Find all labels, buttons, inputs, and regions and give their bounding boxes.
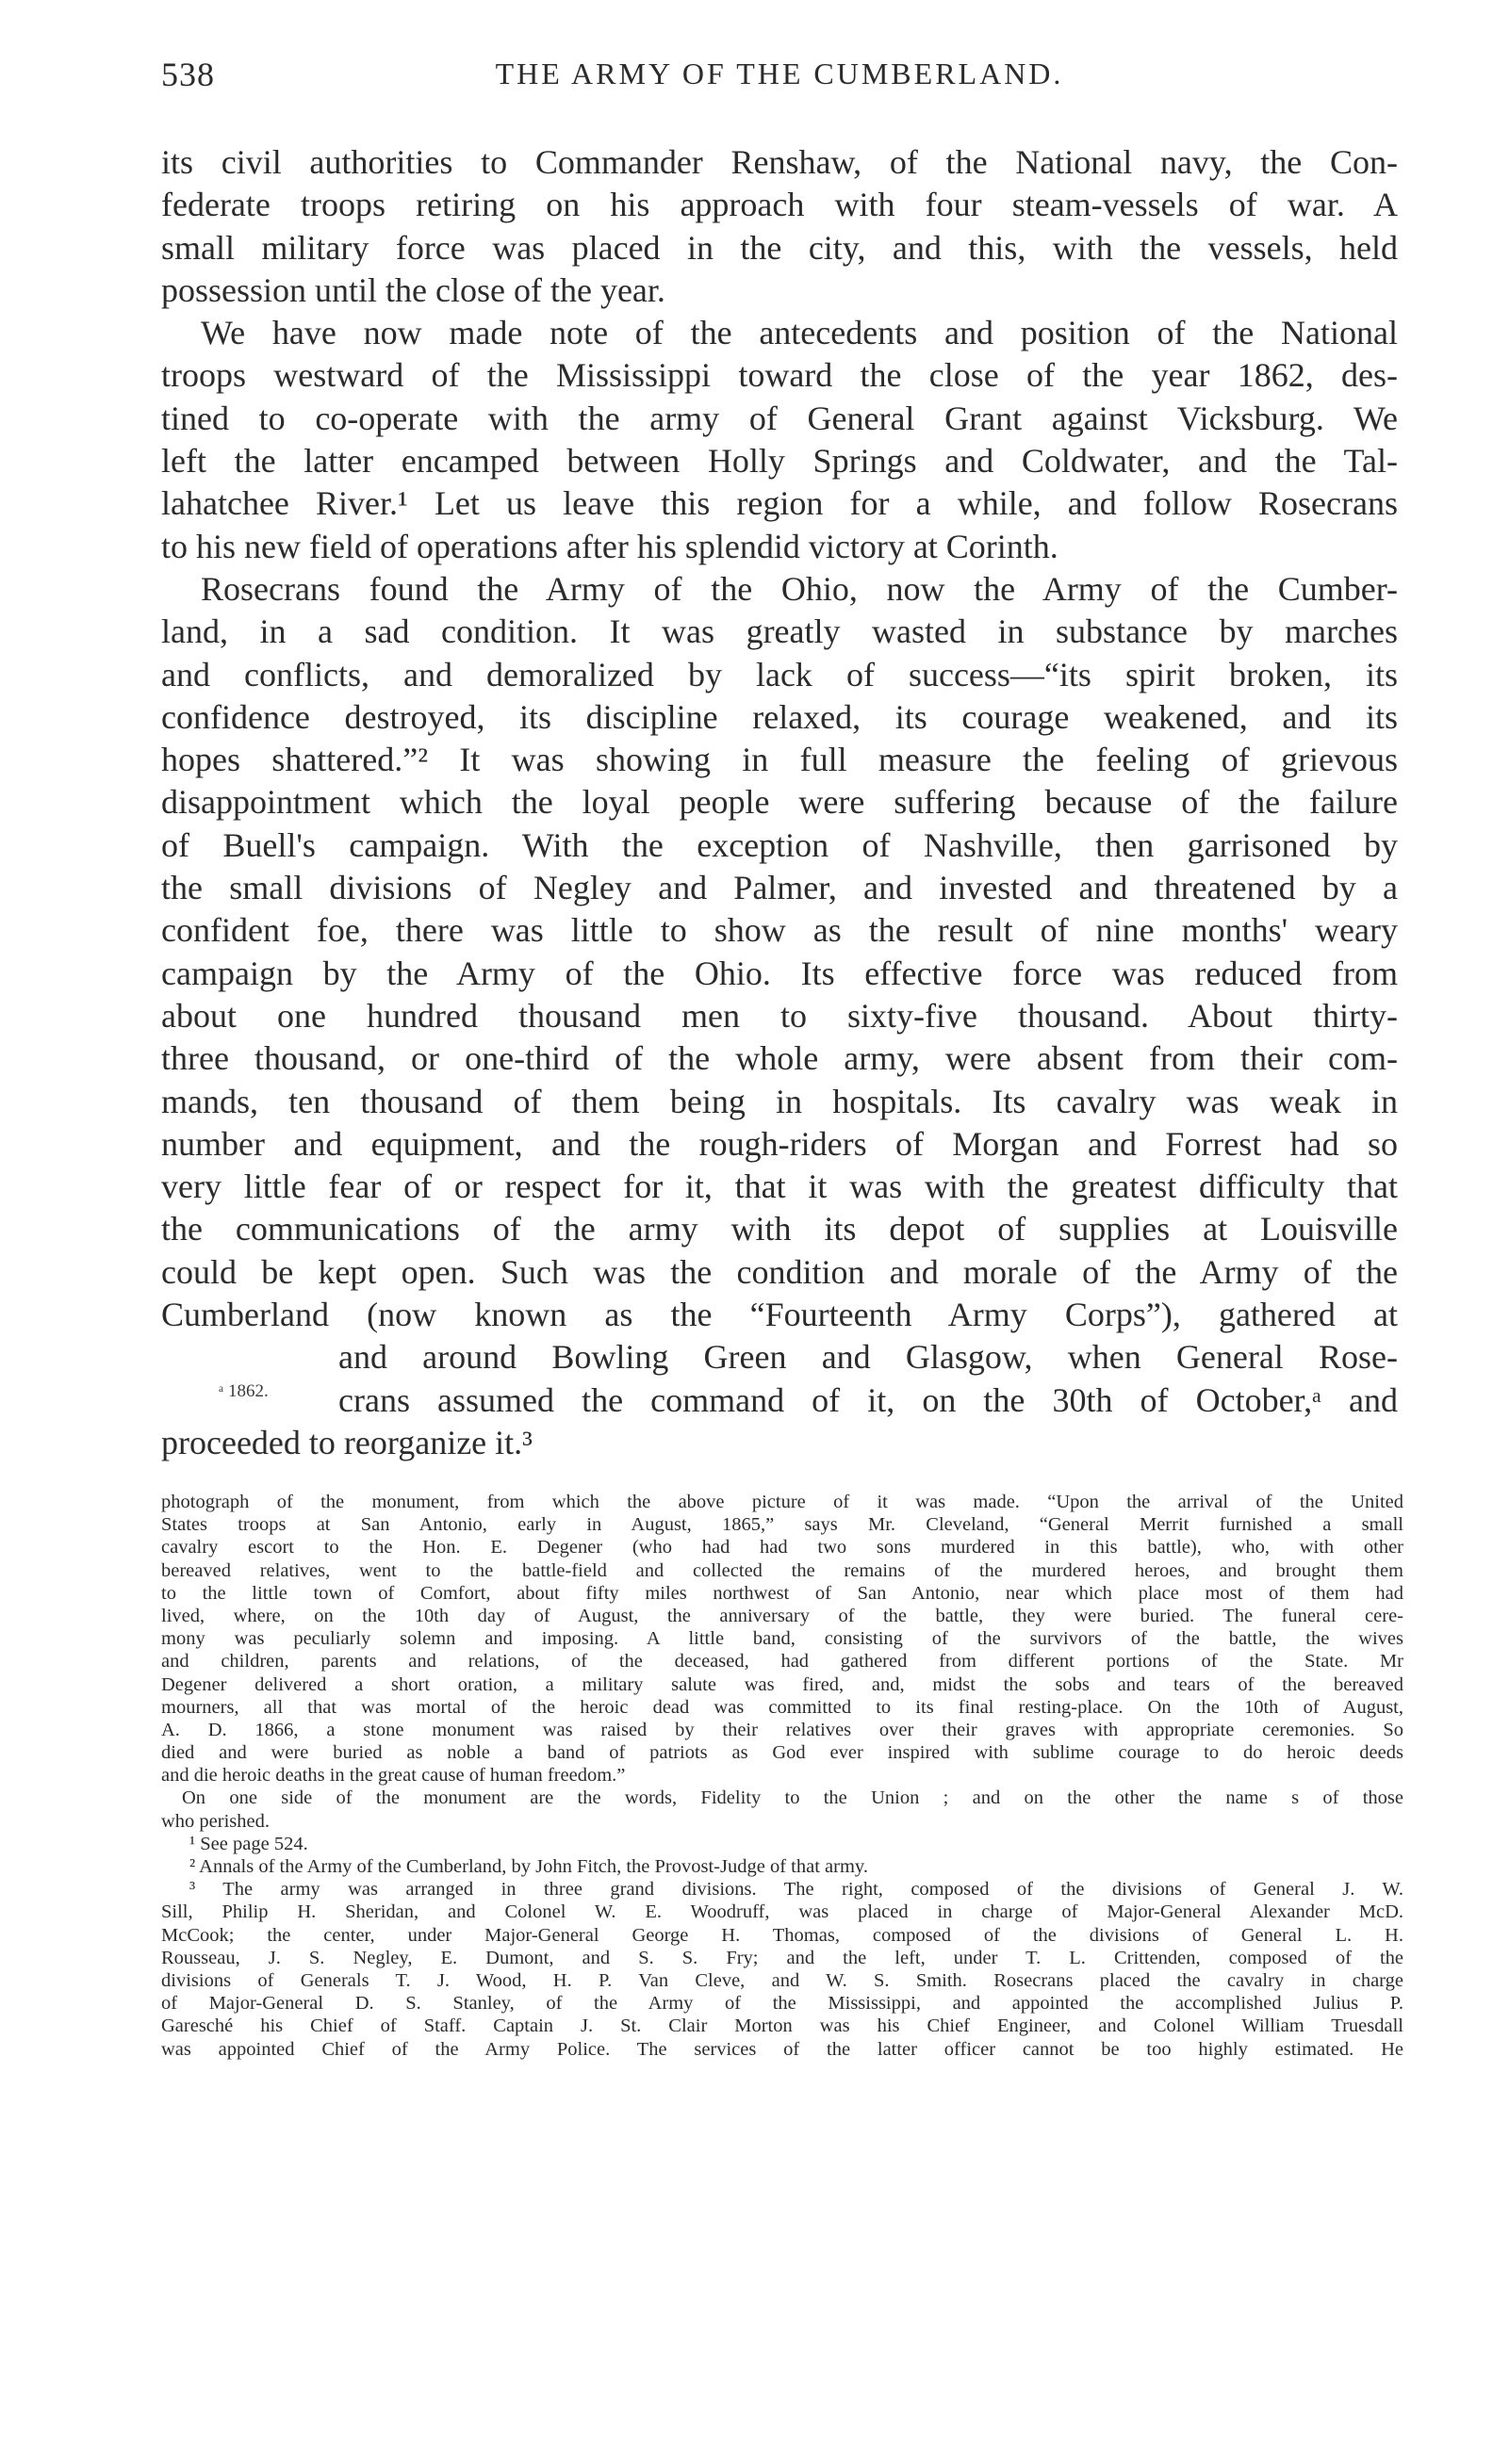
text-line: lahatchee River.¹ Let us leave this region for a while, and follow Rosecrans	[161, 484, 1398, 523]
text-line: its civil authorities to Commander Renshaw, of the National navy, the Con-	[161, 143, 1398, 181]
text-line: and conflicts, and demoralized by lack of success—“its spirit broken, its	[161, 655, 1398, 694]
footnote-line: ³ The army was arranged in three grand divisions. The right, composed of the divisions of General J. W.	[189, 1879, 1403, 1901]
text-line: Rosecrans found the Army of the Ohio, now the Army of the Cumber-	[201, 569, 1398, 608]
footnote-line: States troops at San Antonio, early in August, 1865,” says Mr. Cleveland, “General Merrit furnished a small	[161, 1514, 1403, 1536]
text-line: Cumberland (now known as the “Fourteenth Army Corps”), gathered at	[161, 1296, 1398, 1334]
text-line: about one hundred thousand men to sixty-five thousand. About thirty-	[161, 996, 1398, 1035]
text-line: possession until the close of the year.	[161, 270, 665, 309]
footnote-line: A. D. 1866, a stone monument was raised by their relatives over their graves with appropriate ceremonies. So	[161, 1719, 1403, 1740]
footnote-line: photograph of the monument, from which the above picture of it was made. “Upon the arrival of the United	[161, 1492, 1403, 1512]
text-line: left the latter encamped between Holly Springs and Coldwater, and the Tal-	[161, 442, 1398, 481]
footnote-line: and die heroic deaths in the great cause of human freedom.”	[161, 1765, 626, 1787]
footnote-line: and children, parents and relations, of the deceased, had gathered from different portions of the State. Mr	[161, 1651, 1403, 1673]
margin-date-note: ᵃ 1862.	[219, 1381, 269, 1401]
text-line: number and equipment, and the rough-riders of Morgan and Forrest had so	[161, 1124, 1398, 1163]
footnote-line: who perished.	[161, 1810, 271, 1832]
text-line: campaign by the Army of the Ohio. Its effective force was reduced from	[161, 954, 1398, 992]
running-title: THE ARMY OF THE CUMBERLAND.	[495, 57, 1064, 90]
footnote-line: of Major-General D. S. Stanley, of the Army of the Mississippi, and appointed the accomplished Julius P.	[161, 1993, 1403, 2015]
page-header	[161, 55, 1398, 111]
footnote-line: Degener delivered a short oration, a military salute was fired, and, midst the sobs and tears of the bereaved	[161, 1673, 1403, 1695]
footnote-line: Sill, Philip H. Sheridan, and Colonel W. E. Woodruff, was placed in charge of Major-General Alexander McD.	[161, 1901, 1403, 1923]
footnote-line: bereaved relatives, went to the battle-field and collected the remains of the murdered heroes, and brought them	[161, 1559, 1403, 1581]
text-line: small military force was placed in the city, and this, with the vessels, held	[161, 228, 1398, 267]
footnote-line: ² Annals of the Army of the Cumberland, by John Fitch, the Provost-Judge of that army.	[189, 1856, 868, 1877]
text-line: very little fear of or respect for it, that it was with the greatest difficulty that	[161, 1167, 1398, 1206]
text-line: tined to co-operate with the army of General Grant against Vicksburg. We	[161, 399, 1398, 437]
text-line: disappointment which the loyal people were suffering because of the failure	[161, 783, 1398, 822]
footnotes	[161, 1491, 1403, 2061]
footnote-line: lived, where, on the 10th day of August, the anniversary of the battle, they were buried. The funeral cere-	[161, 1605, 1403, 1626]
footnote-line: to the little town of Comfort, about fifty miles northwest of San Antonio, near which place most of them had	[161, 1582, 1403, 1604]
text-line: troops westward of the Mississippi toward the close of the year 1862, des-	[161, 356, 1398, 395]
text-line: federate troops retiring on his approach with four steam-vessels of war. A	[161, 186, 1398, 224]
text-line: to his new field of operations after his splendid victory at Corinth.	[161, 527, 1058, 565]
footnote-line: Garesché his Chief of Staff. Captain J. St. Clair Morton was his Chief Engineer, and Colonel William Truesdall	[161, 2015, 1403, 2037]
text-line: proceeded to reorganize it.³	[161, 1423, 533, 1461]
text-line: hopes shattered.”² It was showing in full measure the feeling of grievous	[161, 741, 1398, 779]
footnote-line: mourners, all that was mortal of the heroic dead was committed to its final resting-place. On the 10th of August,	[161, 1696, 1403, 1718]
text-line: the small divisions of Negley and Palmer, and invested and threatened by a	[161, 869, 1398, 907]
text-line: confident foe, there was little to show as the result of nine months' weary	[161, 911, 1398, 950]
footnote-line: was appointed Chief of the Army Police. The services of the latter officer cannot be too highly estimated. He	[161, 2038, 1403, 2060]
text-line: mands, ten thousand of them being in hospitals. Its cavalry was weak in	[161, 1082, 1398, 1120]
text-line: of Buell's campaign. With the exception of Nashville, then garrisoned by	[161, 825, 1398, 864]
text-line: could be kept open. Such was the condition and morale of the Army of the	[161, 1252, 1398, 1291]
footnote-line: McCook; the center, under Major-General George H. Thomas, composed of the divisions of General L. H.	[161, 1924, 1403, 1946]
page-number: 538	[161, 56, 215, 93]
footnote-line: ¹ See page 524.	[189, 1833, 308, 1854]
text-line: confidence destroyed, its discipline relaxed, its courage weakened, and its	[161, 697, 1398, 736]
text-line: and around Bowling Green and Glasgow, when General Rose-	[338, 1338, 1398, 1377]
text-line: the communications of the army with its depot of supplies at Louisville	[161, 1210, 1398, 1248]
text-line: land, in a sad condition. It was greatly wasted in substance by marches	[161, 612, 1398, 651]
text-line: crans assumed the command of it, on the 30th of October,ᵃ and	[338, 1380, 1398, 1419]
footnote-line: On one side of the monument are the words, Fidelity to the Union ; and on the other the name s of those	[182, 1787, 1403, 1809]
text-line: three thousand, or one-third of the whole army, were absent from their com-	[161, 1039, 1398, 1078]
main-text	[161, 141, 1398, 1464]
footnote-line: Rousseau, J. S. Negley, E. Dumont, and S. S. Fry; and the left, under T. L. Crittenden, composed of the	[161, 1947, 1403, 1968]
footnote-line: divisions of Generals T. J. Wood, H. P. Van Cleve, and W. S. Smith. Rosecrans placed the cavalry in charge	[161, 1969, 1403, 1991]
footnote-line: mony was peculiarly solemn and imposing. A little band, consisting of the survivors of the battle, the wives	[161, 1628, 1403, 1650]
text-line: We have now made note of the antecedents and position of the National	[201, 314, 1398, 352]
footnote-line: cavalry escort to the Hon. E. Degener (who had had two sons murdered in this battle), who, with other	[161, 1537, 1403, 1558]
footnote-line: died and were buried as noble a band of patriots as God ever inspired with sublime courage to do heroic deeds	[161, 1742, 1403, 1764]
